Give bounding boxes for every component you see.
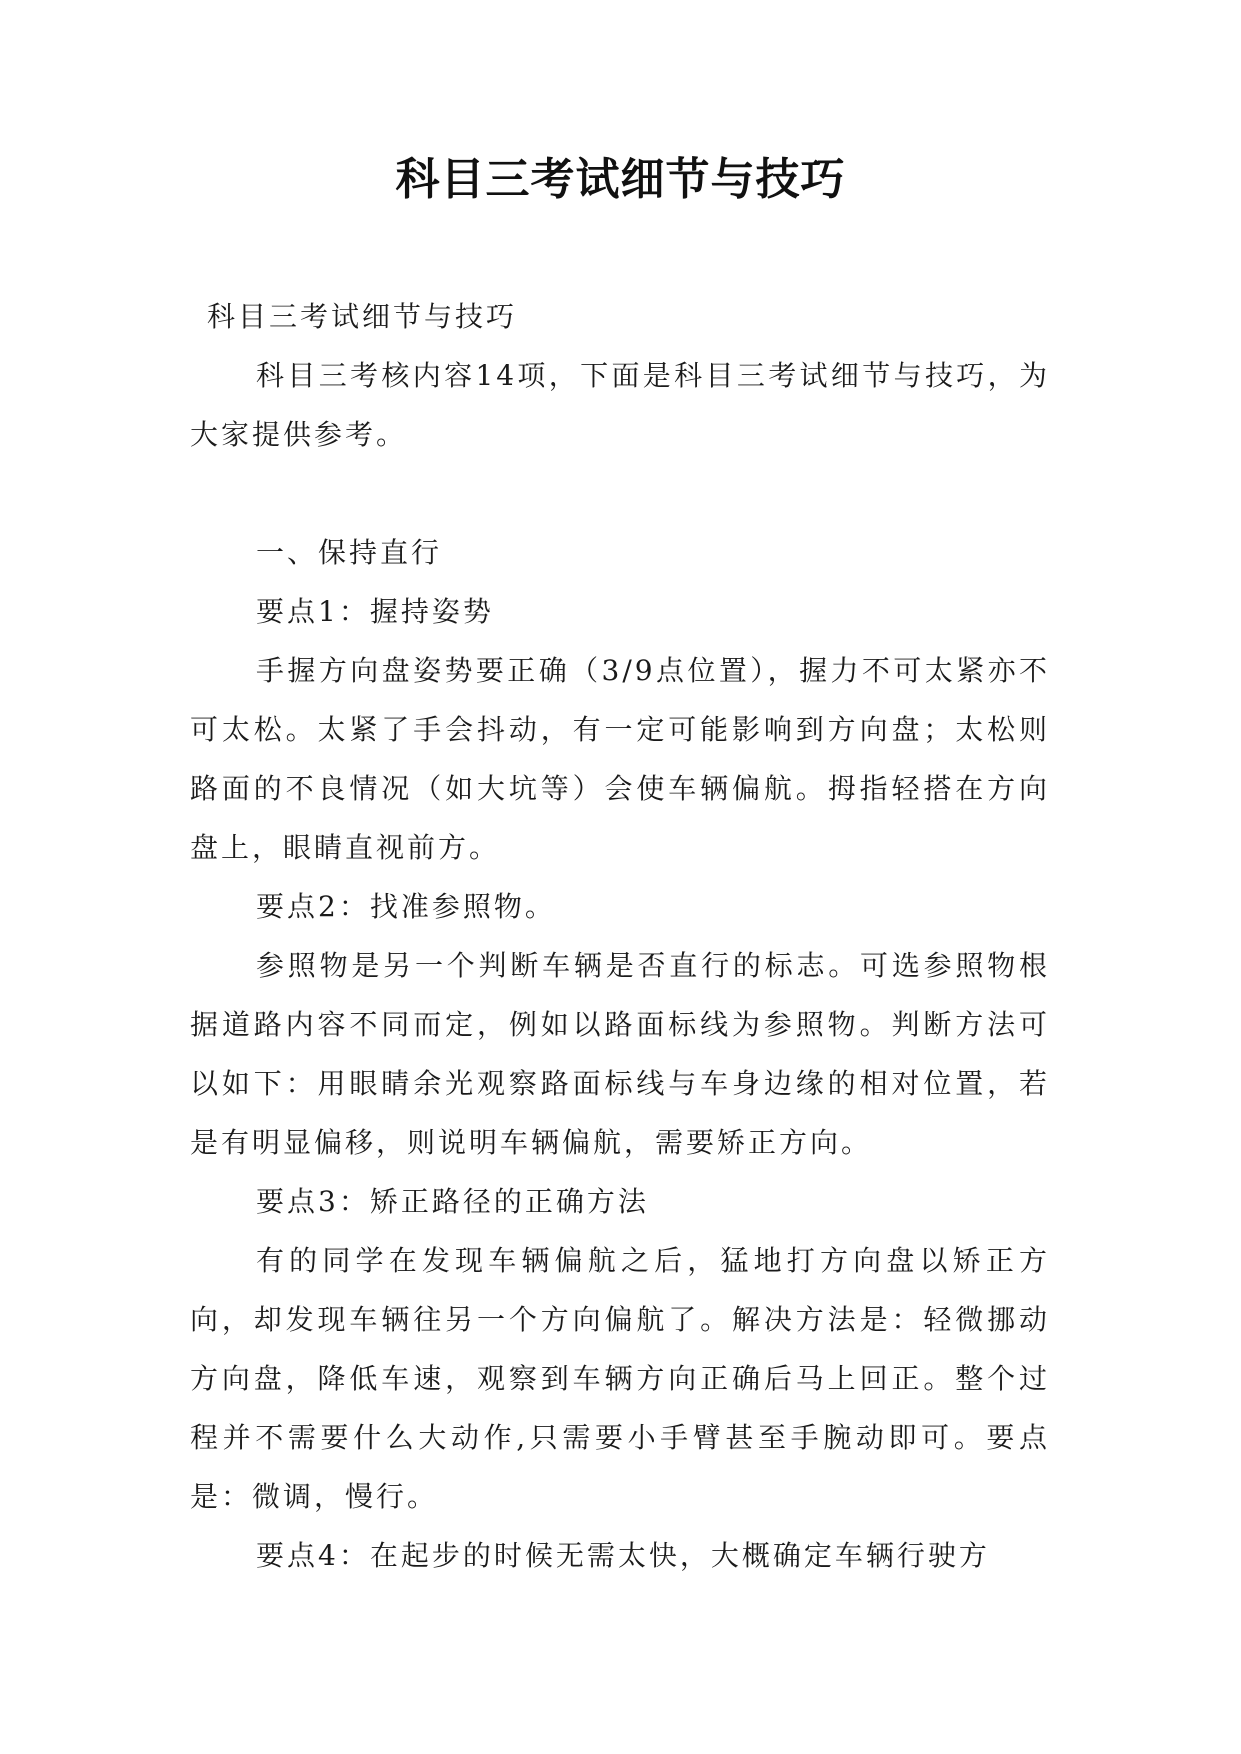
paragraph: 有的同学在发现车辆偏航之后，猛地打方向盘以矫正方向，却发现车辆往另一个方向偏航了。解决方法是：轻微挪动方向盘，降低车速，观察到车辆方向正确后马上回正。整个过程并不需要什么大动作,只需要小手臂甚至手腕动即可。要点是：微调，慢行。 <box>190 1244 1050 1513</box>
document-body <box>190 287 1050 1585</box>
point-heading: 要点1：握持姿势 <box>256 595 494 628</box>
point-heading: 要点4：在起步的时候无需太快，大概确定车辆行驶方 <box>256 1539 990 1572</box>
document-subtitle: 科目三考试细节与技巧 <box>207 300 518 333</box>
section-heading: 一、保持直行 <box>256 536 443 569</box>
point-heading: 要点2：找准参照物。 <box>256 890 556 923</box>
document-title: 科目三考试细节与技巧 <box>395 154 846 205</box>
paragraph: 科目三考核内容14项，下面是科目三考试细节与技巧，为大家提供参考。 <box>190 359 1050 451</box>
paragraph: 参照物是另一个判断车辆是否直行的标志。可选参照物根据道路内容不同而定，例如以路面标线为参照物。判断方法可以如下：用眼睛余光观察路面标线与车身边缘的相对位置，若是有明显偏移，则说明车辆偏航，需要矫正方向。 <box>190 949 1050 1159</box>
paragraph: 手握方向盘姿势要正确（3/9点位置），握力不可太紧亦不可太松。太紧了手会抖动，有一定可能影响到方向盘；太松则路面的不良情况（如大坑等）会使车辆偏航。拇指轻搭在方向盘上，眼睛直视前方。 <box>190 654 1050 864</box>
point-heading: 要点3：矫正路径的正确方法 <box>256 1185 649 1218</box>
